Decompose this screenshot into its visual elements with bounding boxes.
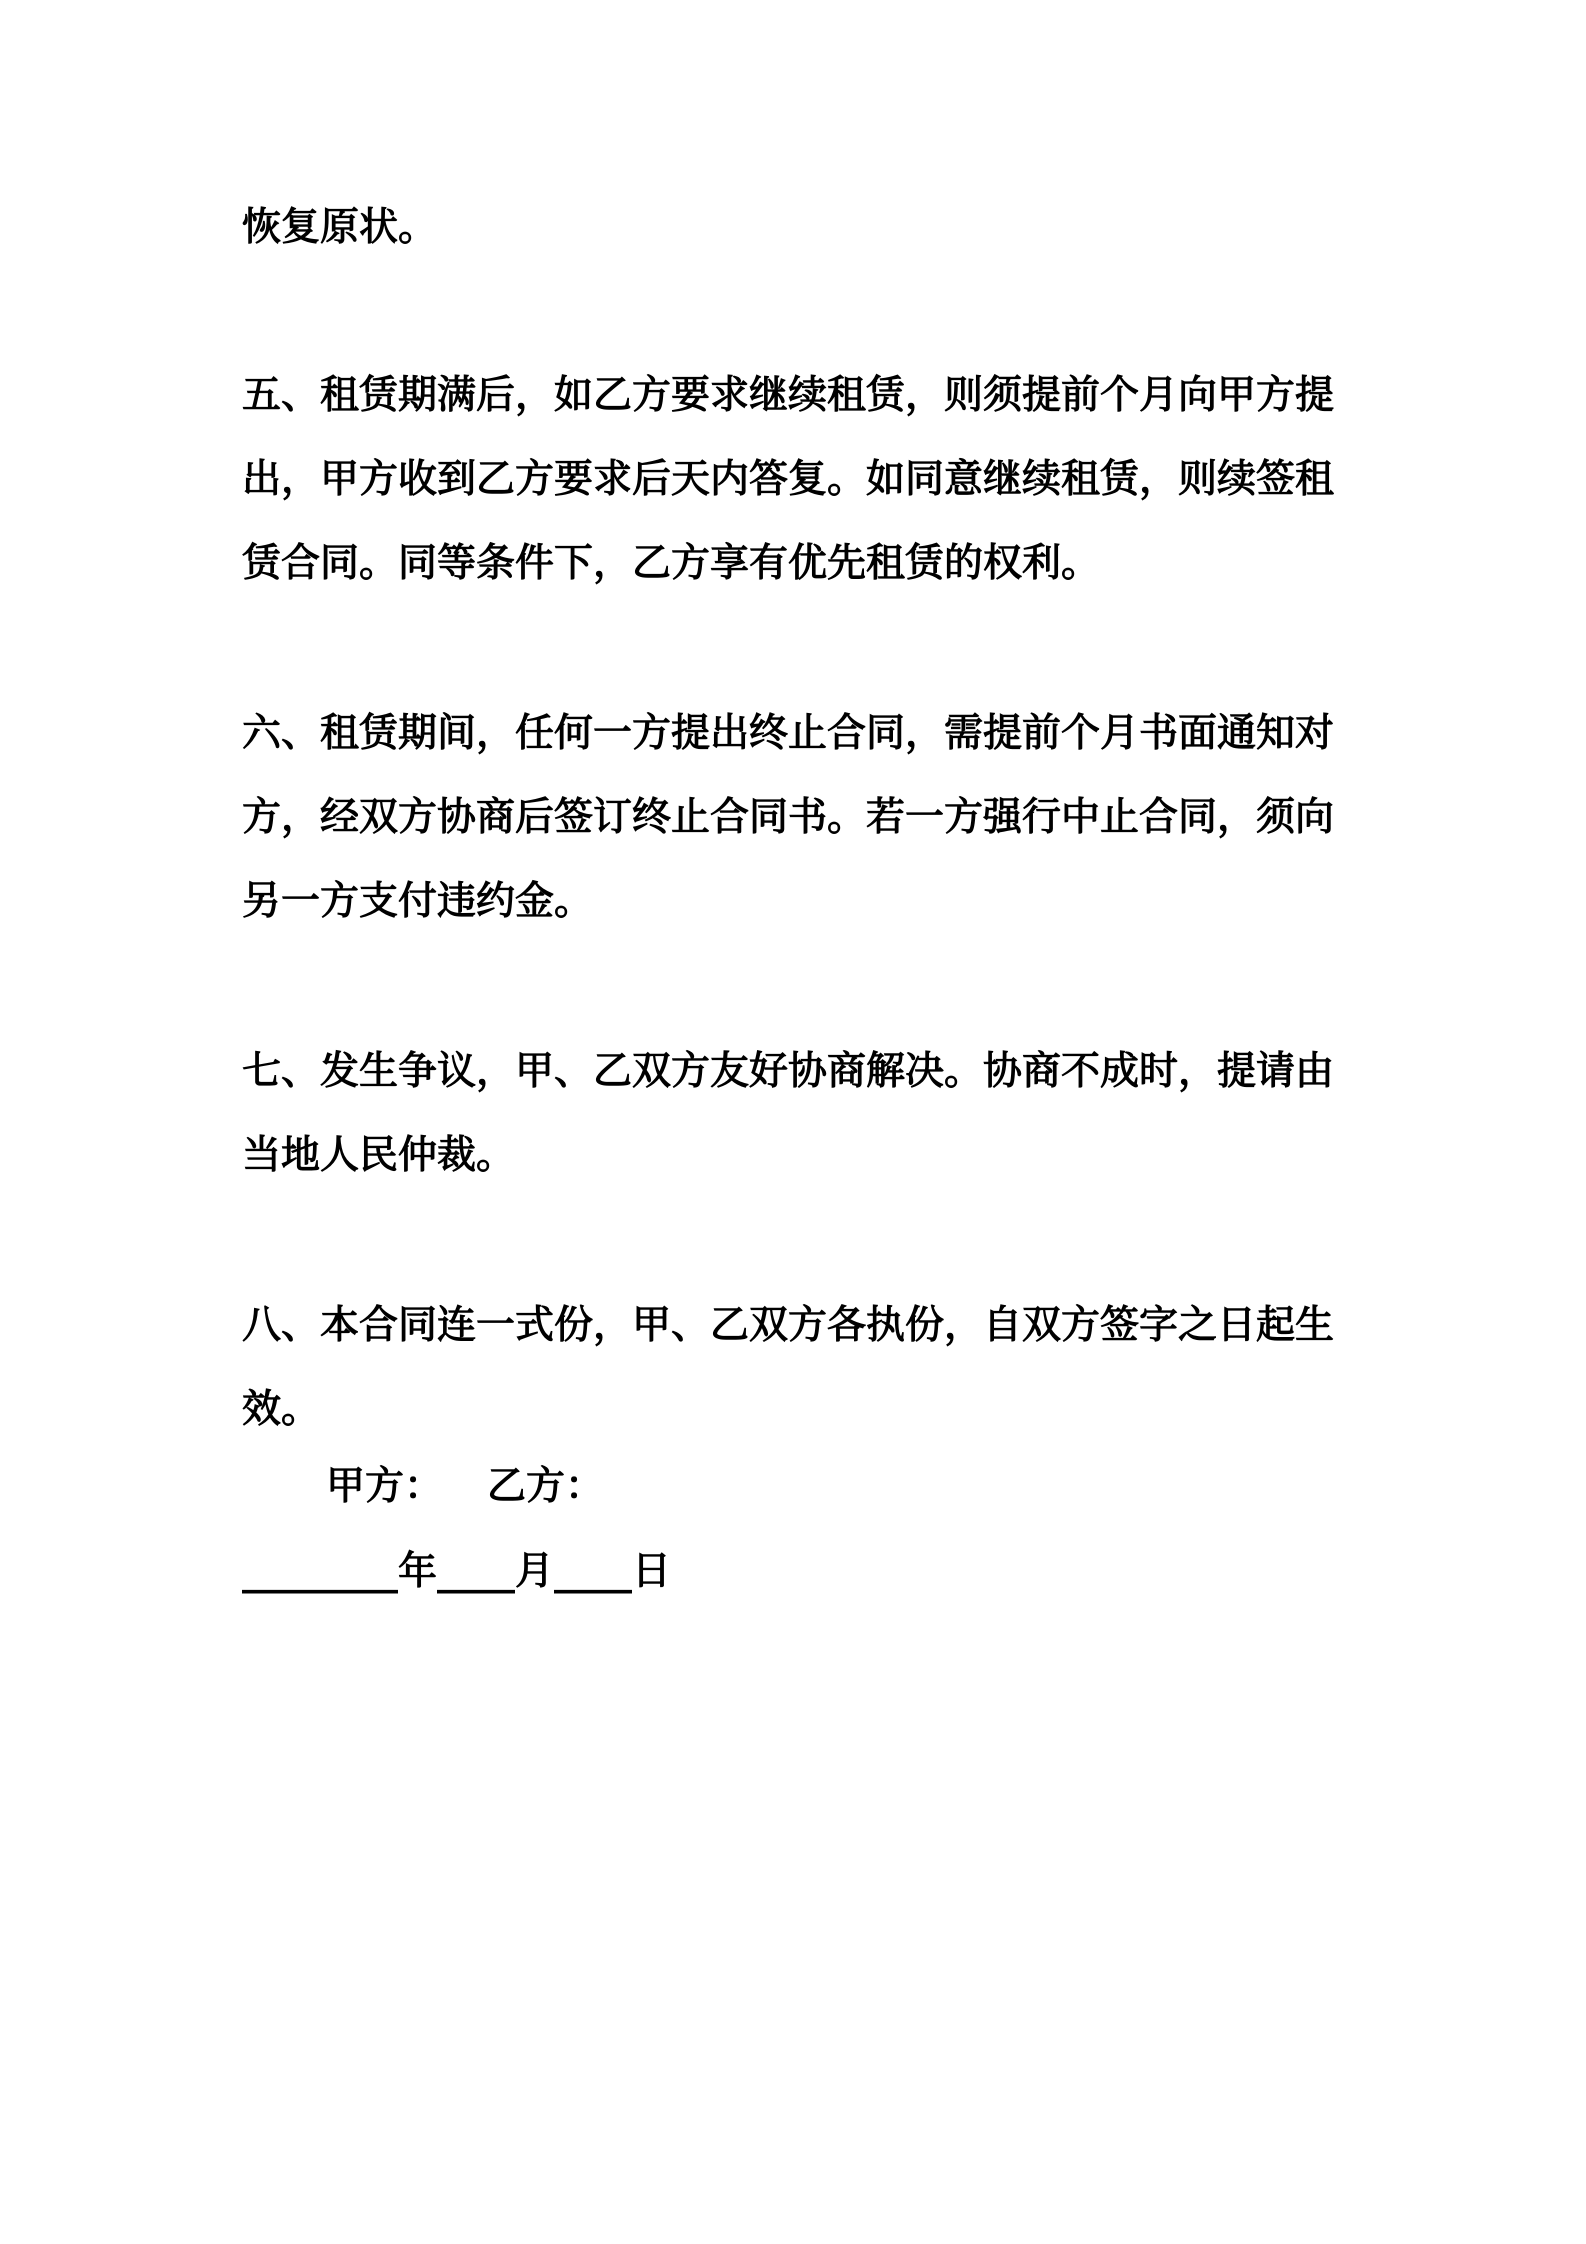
party-b-label: 乙方： <box>487 1464 605 1509</box>
paragraph-clause-five: 五、租赁期满后，如乙方要求继续租赁，则须提前个月向甲方提出，甲方收到乙方要求后天内答复。如同意继续租赁，则续签租赁合同。同等条件下，乙方享有优先租赁的权利。 <box>242 373 1335 586</box>
date-line: ________年____月____日 <box>242 1549 672 1594</box>
paragraph-continued: 恢复原状。 <box>242 205 438 250</box>
party-a-label: 甲方： <box>326 1464 444 1509</box>
paragraph-clause-seven: 七、发生争议，甲、乙双方友好协商解决。协商不成时，提请由当地人民仲裁。 <box>242 1049 1335 1178</box>
paragraph-clause-eight: 八、本合同连一式份，甲、乙双方各执份，自双方签字之日起生效。 <box>242 1303 1335 1432</box>
paragraph-clause-six: 六、租赁期间，任何一方提出终止合同，需提前个月书面通知对方，经双方协商后签订终止合同书。若一方强行中止合同，须向另一方支付违约金。 <box>242 711 1335 924</box>
signature-block <box>326 1445 604 1529</box>
